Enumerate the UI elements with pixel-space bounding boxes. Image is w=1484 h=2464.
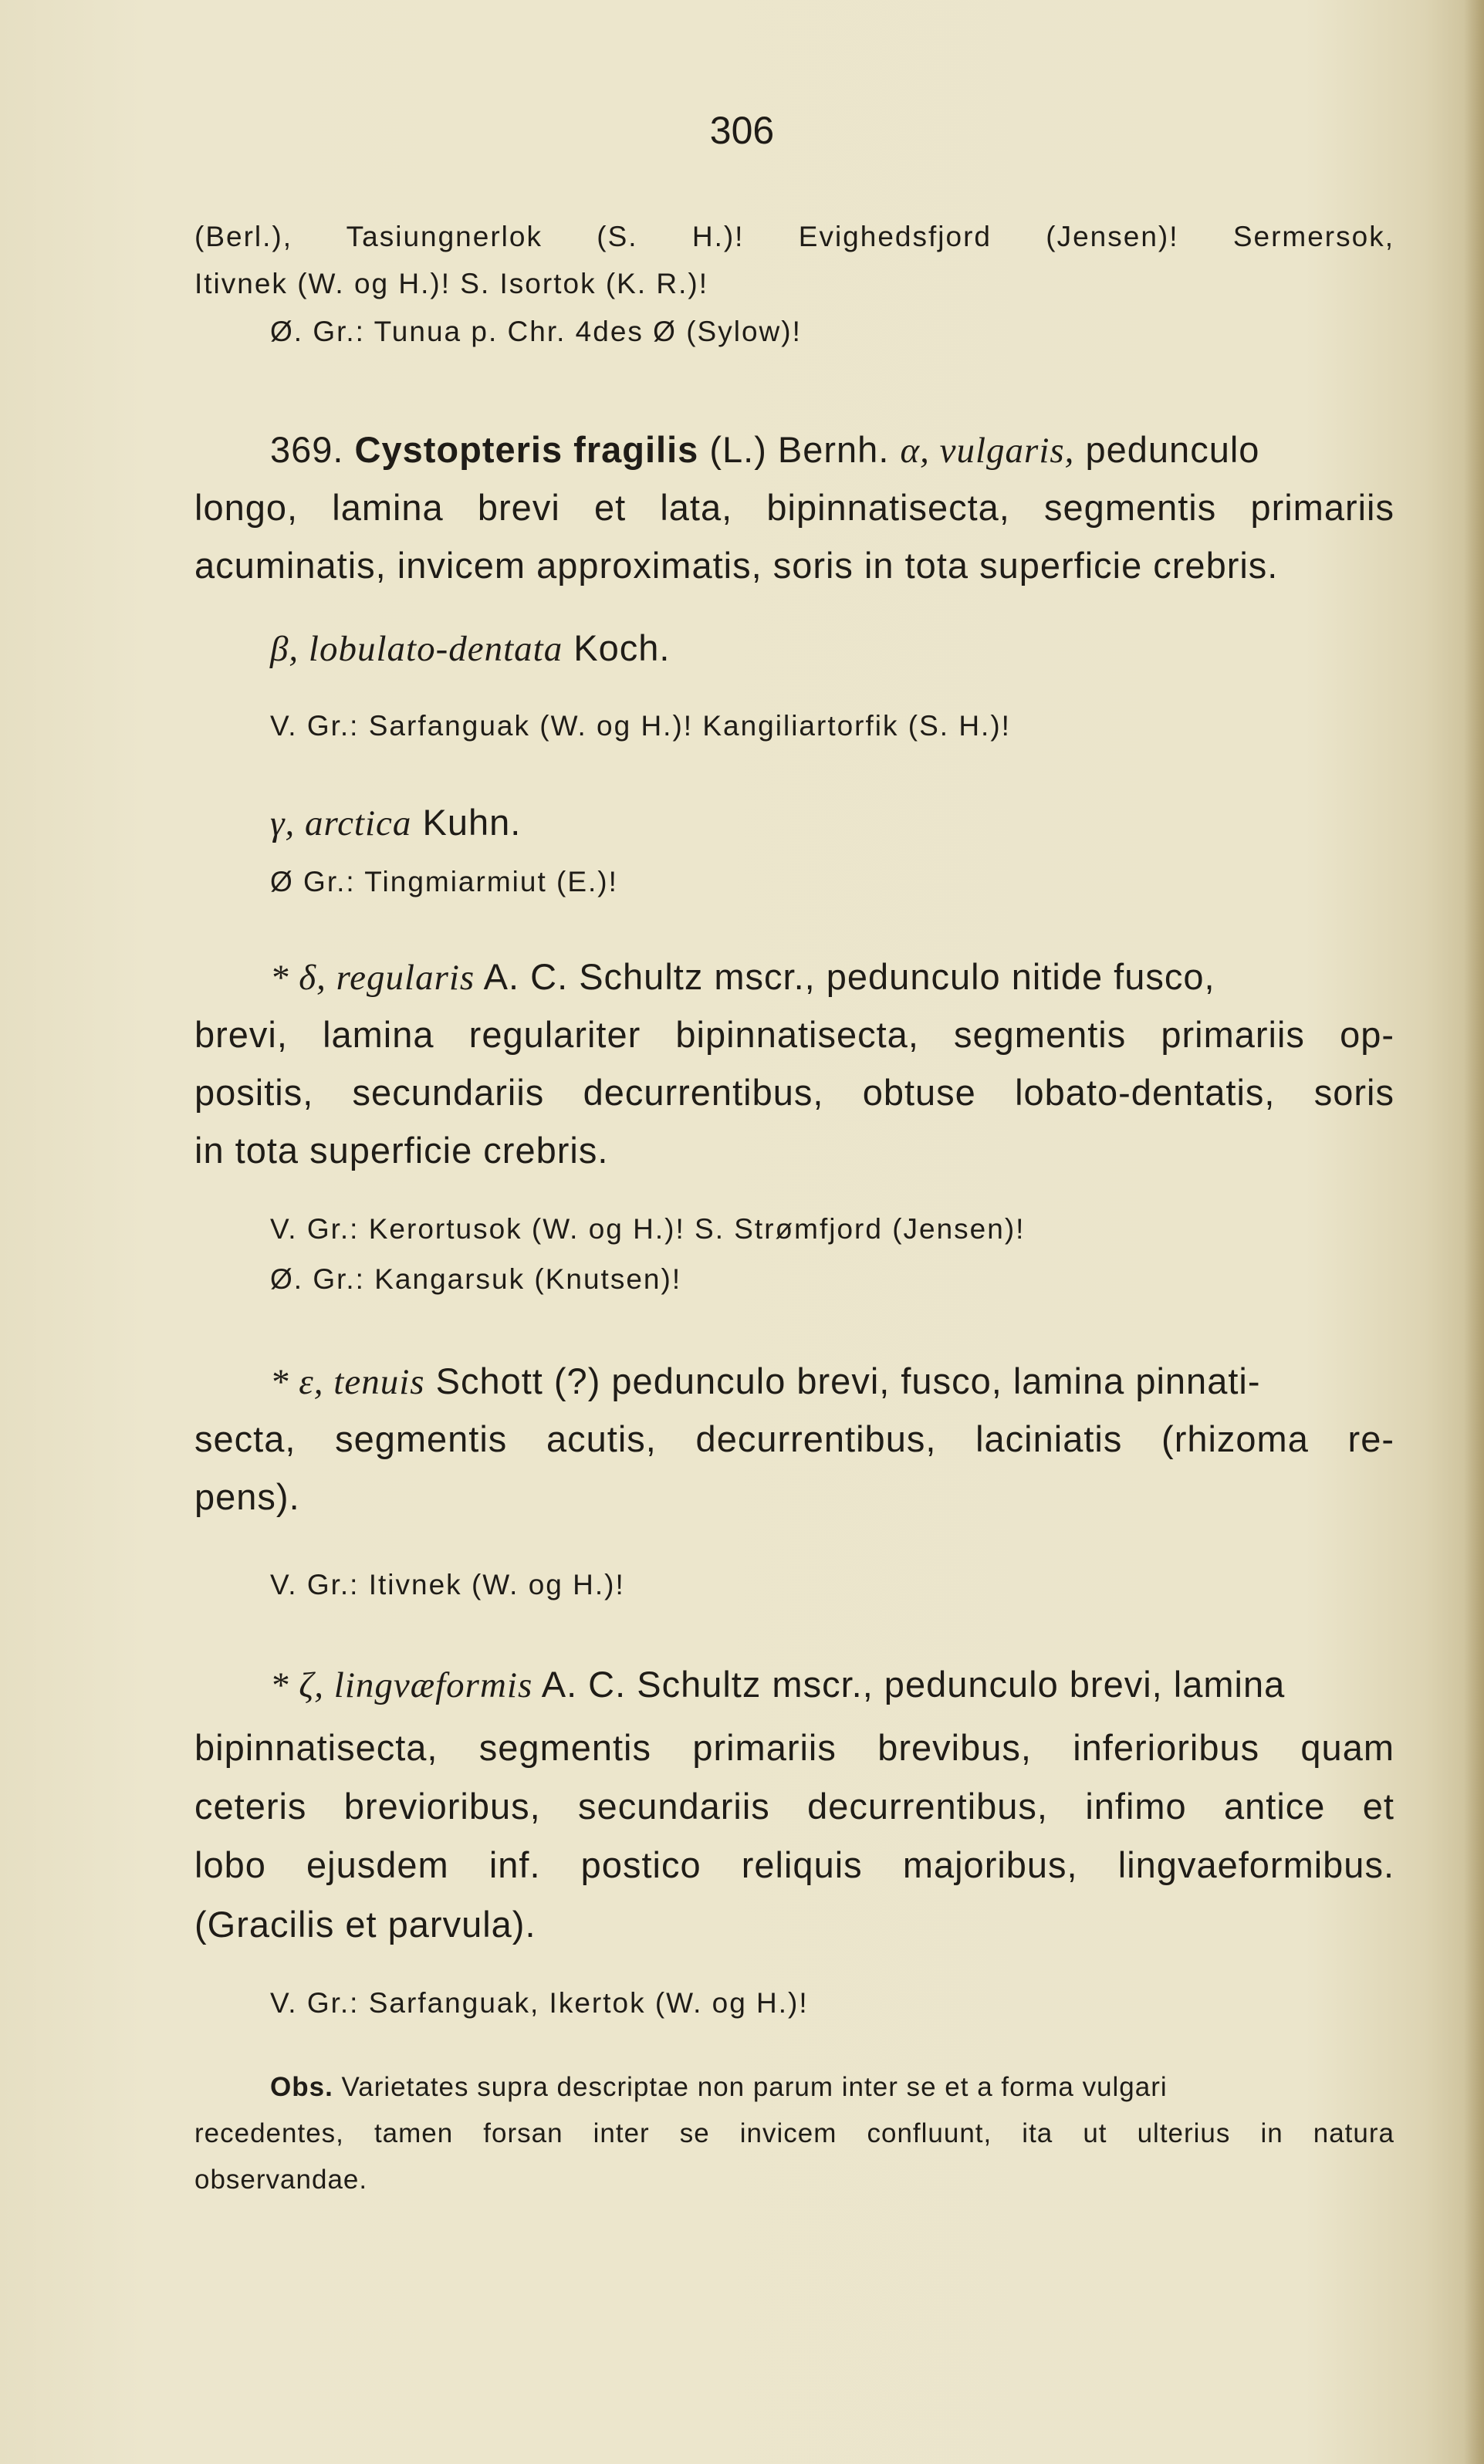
variety-beta-author: Koch. [573,627,671,668]
page-edge-shadow [1464,0,1484,2464]
species-heading [270,428,1259,472]
description-line: positis, secundariis decurrentibus, obtuse lobato-dentatis, soris [194,1072,1394,1113]
variety-delta-text: A. C. Schultz mscr., pedunculo nitide fusco, [483,956,1215,997]
description-line: longo, lamina brevi et lata, bipinnatisecta, segmentis primariis [194,487,1394,528]
variety-zeta [270,1663,1285,1706]
obs-text: Varietates supra descriptae non parum inter se et a forma vulgari [341,2072,1168,2102]
locality-line: V. Gr.: Kerortusok (W. og H.)! S. Strømfjord (Jensen)! [270,1213,1026,1245]
variety-epsilon-text: Schott (?) pedunculo brevi, fusco, lamina pinnati- [435,1360,1261,1401]
obs-label: Obs. [270,2072,333,2102]
species-author: (L.) Bernh. [709,429,890,470]
variety-zeta-text: A. C. Schultz mscr., pedunculo brevi, lamina [541,1664,1286,1705]
locality-line: V. Gr.: Sarfanguak, Ikertok (W. og H.)! [270,1987,809,2019]
variety-beta-name: β, lobulato-dentata [270,629,563,669]
description-line: in tota superficie crebris. [194,1130,609,1171]
description-line: (Gracilis et parvula). [194,1904,536,1945]
locality-line: V. Gr.: Itivnek (W. og H.)! [270,1569,625,1600]
observation-line-3: observandae. [194,2165,368,2195]
page-number: 306 [709,109,775,152]
locality-line: V. Gr.: Sarfanguak (W. og H.)! Kangiliartorfik (S. H.)! [270,710,1011,742]
variety-epsilon-name: * ε, tenuis [270,1362,425,1402]
variety-gamma-name: γ, arctica [270,803,412,843]
observation-line-1 [270,2072,1168,2103]
species-number: 369. [270,429,344,470]
variety-gamma-author: Kuhn. [422,802,522,843]
description-line: lobo ejusdem inf. postico reliquis majoribus, lingvaeformibus. [194,1844,1394,1885]
locality-line: Ø Gr.: Tingmiarmiut (E.)! [270,866,618,897]
description-line: brevi, lamina regulariter bipinnatisecta, segmentis primariis op- [194,1014,1394,1055]
variety-delta [270,955,1215,999]
locality-line: Ø. Gr.: Kangarsuk (Knutsen)! [270,1263,682,1295]
variety-delta-name: * δ, regularis [270,958,475,998]
locality-line-3: Ø. Gr.: Tunua p. Chr. 4des Ø (Sylow)! [270,316,802,347]
variety-beta [270,627,670,670]
description-line: secta, segmentis acutis, decurrentibus, laciniatis (rhizoma re- [194,1418,1394,1459]
variety-epsilon [270,1360,1261,1403]
observation-line-2: recedentes, tamen forsan inter se invicem confluunt, ita ut ulterius in natura [194,2118,1394,2148]
variety-alpha: α, vulgaris, [900,431,1075,471]
description-line: acuminatis, invicem approximatis, soris in tota superficie crebris. [194,545,1279,586]
species-heading-tail: pedunculo [1085,429,1260,470]
description-line: ceteris brevioribus, secundariis decurrentibus, infimo antice et [194,1786,1394,1827]
locality-line-1: (Berl.), Tasiungnerlok (S. H.)! Evighedsfjord (Jensen)! Sermersok, [194,221,1394,252]
variety-gamma [270,801,521,844]
description-line: bipinnatisecta, segmentis primariis brevibus, inferioribus quam [194,1727,1394,1768]
locality-line-2: Itivnek (W. og H.)! S. Isortok (K. R.)! [194,268,709,299]
description-line: pens). [194,1476,300,1517]
variety-zeta-name: * ζ, lingvæformis [270,1665,533,1705]
species-name: Cystopteris fragilis [354,429,699,470]
